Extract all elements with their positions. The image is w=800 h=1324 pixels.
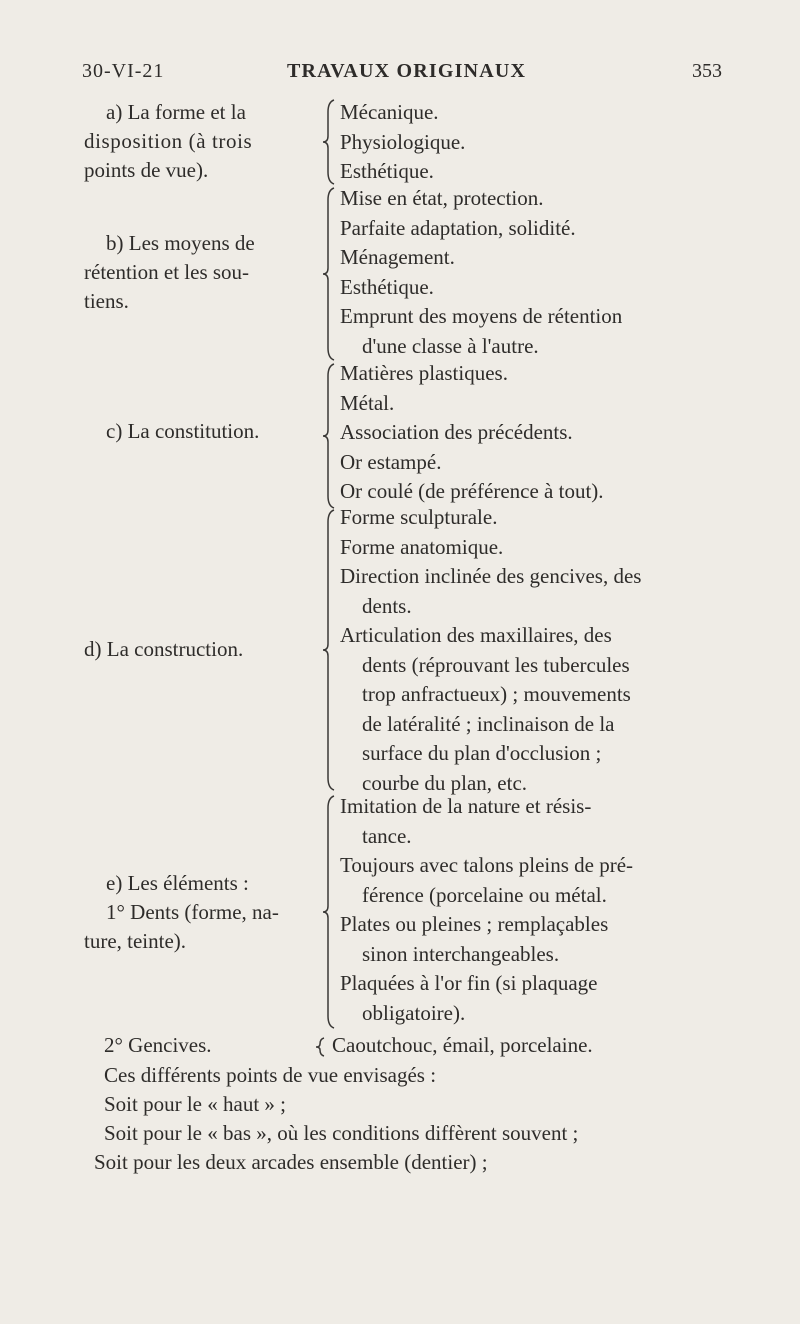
item-line: Plates ou pleines ; remplaçables — [340, 912, 609, 936]
item-line: férence (porcelaine ou métal. — [362, 882, 607, 907]
label-line: tiens. — [84, 289, 129, 313]
item-line: Ménagement. — [340, 245, 455, 269]
item-line: Or coulé (de préférence à tout). — [340, 479, 604, 503]
item-line: Toujours avec talons pleins de pré- — [340, 853, 634, 877]
label-line: b) Les moyens de — [106, 231, 255, 255]
item-line: Métal. — [340, 390, 395, 415]
label-b — [84, 229, 316, 316]
items-a — [340, 98, 720, 187]
item-line: trop anfractueux) ; mouvements — [362, 682, 631, 706]
item-line: Caoutchouc, émail, porcelaine. — [332, 1033, 593, 1057]
brace-f — [312, 1036, 328, 1058]
closing-paragraph — [94, 1061, 744, 1177]
items-b — [340, 184, 720, 361]
label-line: disposition (à trois — [84, 129, 253, 153]
item-line: Or estampé. — [340, 449, 442, 474]
label-a — [84, 98, 316, 185]
label-f — [104, 1031, 336, 1060]
label-c — [84, 417, 316, 446]
item-line: Esthétique. — [340, 159, 434, 183]
brace-a — [320, 98, 336, 186]
label-line: rétention et les sou- — [84, 260, 250, 284]
item-line: obligatoire). — [362, 1000, 466, 1025]
label-e — [84, 869, 316, 956]
item-line: Physiologique. — [340, 129, 466, 154]
paragraph-line: Soit pour le « bas », où les conditions diffèrent souvent ; — [104, 1121, 579, 1145]
item-line: surface du plan d'occlusion ; — [362, 741, 602, 765]
label-line: points de vue). — [84, 158, 209, 182]
items-e — [340, 792, 720, 1028]
item-line: dents. — [362, 593, 412, 618]
item-line: Forme sculpturale. — [340, 505, 498, 529]
item-line: Mécanique. — [340, 100, 439, 124]
label-line: ture, teinte). — [84, 929, 187, 953]
items-d — [340, 503, 720, 798]
item-line: Matières plastiques. — [340, 361, 508, 385]
brace-d — [320, 508, 336, 792]
header-date: 30-VI-21 — [82, 60, 165, 82]
header-section-title: TRAVAUX ORIGINAUX — [287, 60, 527, 82]
items-f — [332, 1031, 712, 1061]
running-header — [82, 60, 722, 90]
item-line: courbe du plan, etc. — [362, 770, 528, 795]
brace-c — [320, 362, 336, 510]
item-line: Parfaite adaptation, solidité. — [340, 215, 576, 240]
label-d — [84, 635, 316, 664]
item-line: Plaquées à l'or fin (si plaquage — [340, 971, 598, 995]
item-line: sinon interchangeables. — [362, 941, 560, 966]
item-line: Direction inclinée des gencives, des — [340, 564, 642, 588]
brace-b — [320, 186, 336, 362]
item-line: Emprunt des moyens de rétention — [340, 304, 623, 328]
paragraph-line: Soit pour le « haut » ; — [104, 1092, 286, 1116]
item-line: Imitation de la nature et résis- — [340, 794, 592, 818]
brace-e — [320, 794, 336, 1030]
label-line: e) Les éléments : — [106, 871, 249, 895]
item-line: d'une classe à l'autre. — [362, 333, 539, 358]
paragraph-line: Soit pour les deux arcades ensemble (dentier) ; — [94, 1150, 488, 1174]
label-line: 2° Gencives. — [104, 1033, 212, 1057]
items-c — [340, 359, 720, 507]
item-line: Articulation des maxillaires, des — [340, 623, 612, 647]
item-line: Forme anatomique. — [340, 534, 504, 559]
item-line: Association des précédents. — [340, 420, 573, 444]
label-line: 1° Dents (forme, na- — [106, 900, 279, 924]
label-line: d) La construction. — [84, 637, 244, 661]
item-line: dents (réprouvant les tubercules — [362, 652, 630, 677]
item-line: de latéralité ; inclinaison de la — [362, 711, 615, 736]
item-line: tance. — [362, 823, 412, 848]
item-line: Mise en état, protection. — [340, 186, 544, 210]
paragraph-line: Ces différents points de vue envisagés : — [104, 1063, 437, 1087]
label-line: a) La forme et la — [106, 100, 246, 124]
page-number: 353 — [692, 60, 722, 82]
item-line: Esthétique. — [340, 274, 434, 299]
label-line: c) La constitution. — [106, 419, 260, 443]
